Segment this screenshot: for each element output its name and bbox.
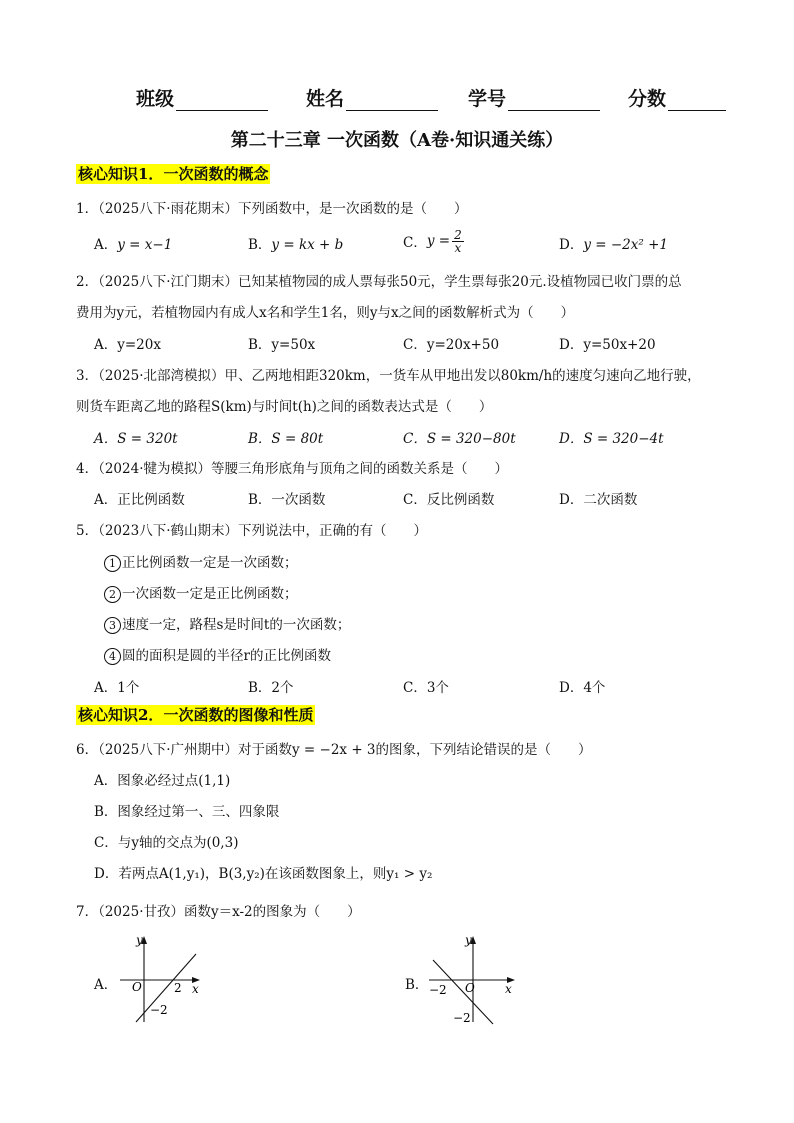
circled-number-1: 1 [104, 555, 121, 572]
q4-option-c[interactable]: C．反比例函数 [403, 492, 495, 508]
q5-option-d[interactable]: D．4个 [559, 680, 606, 696]
q2-option-a[interactable]: A．y=20x [94, 337, 161, 353]
fraction-denominator: x [454, 240, 462, 255]
q2-option-c[interactable]: C．y=20x+50 [403, 337, 500, 353]
q1-option-c[interactable] [403, 224, 466, 258]
q1-option-a[interactable] [94, 233, 172, 253]
section-heading-2: 核心知识2．一次函数的图像和性质 [78, 706, 314, 724]
statement-text: 速度一定，路程s是时间t的一次函数； [122, 617, 351, 633]
page-title: 第二十三章 一次函数（A卷·知识通关练） [230, 130, 564, 151]
question-7-stem: 7．（2025·甘孜）函数y＝x-2的图象为（ ） [76, 904, 361, 920]
q3-option-d[interactable]: D．S = 320−4t [559, 431, 664, 447]
q4-option-b[interactable]: B．一次函数 [248, 492, 326, 508]
q3-option-a[interactable]: A．S = 320t [94, 431, 178, 447]
question-3-line-1: 3．（2025·北部湾模拟）甲、乙两地相距320km，一货车从甲地出发以80km/h的速度匀速向乙地行驶， [76, 368, 701, 384]
q1-c-label: C． [403, 235, 427, 251]
question-2-line-2: 费用为y元，若植物园内有成人x名和学生1名，则y与x之间的函数解析式为（ ） [76, 305, 575, 321]
circled-number-2: 2 [104, 586, 121, 603]
q7-option-b-label[interactable]: B． [405, 977, 429, 993]
class-label: 班级 [136, 88, 175, 110]
q1-option-b[interactable] [248, 233, 343, 253]
q7-option-a-label[interactable]: A． [94, 977, 118, 993]
q6-option-d[interactable]: D．若两点A(1,y₁)，B(3,y₂)在该函数图象上，则y₁ > y₂ [94, 866, 433, 882]
score-blank[interactable] [668, 90, 726, 111]
class-field [136, 84, 268, 111]
id-blank[interactable] [508, 90, 600, 111]
question-2-line-1: 2．（2025八下·江门期末）已知某植物园的成人票每张50元，学生票每张20元.设植物园已收门票的总 [76, 274, 682, 290]
class-blank[interactable] [176, 90, 268, 111]
q1-c-text: y = [426, 233, 451, 249]
score-field [628, 84, 726, 111]
question-1-stem: 1．（2025八下·雨花期末）下列函数中，是一次函数的是（ ） [76, 201, 468, 217]
q5-statement-2 [104, 582, 298, 603]
q5-statement-1 [104, 551, 298, 572]
origin-label: O [132, 980, 142, 994]
q1-a-label: A． [94, 237, 118, 253]
q1-b-text: y = kx + b [271, 237, 344, 253]
x-intercept-label: 2 [174, 981, 182, 995]
q2-option-d[interactable]: D．y=50x+20 [559, 337, 656, 353]
q7-graph-a[interactable] [114, 930, 204, 1026]
question-5-stem: 5．（2023八下·鹤山期末）下列说法中，正确的有（ ） [76, 523, 427, 539]
q1-d-text: y = −2x² +1 [583, 237, 668, 253]
statement-text: 正比例函数一定是一次函数； [122, 555, 298, 571]
name-blank[interactable] [346, 90, 438, 111]
q5-option-c[interactable]: C．3个 [403, 680, 449, 696]
x-axis-label: x [192, 982, 199, 996]
statement-text: 一次函数一定是正比例函数； [122, 586, 298, 602]
section-heading-1: 核心知识1．一次函数的概念 [78, 165, 269, 183]
name-field [306, 84, 438, 111]
q1-option-d[interactable] [559, 233, 668, 253]
q2-option-b[interactable]: B．y=50x [248, 337, 316, 353]
q4-option-a[interactable]: A．正比例函数 [94, 492, 185, 508]
q5-option-a[interactable]: A．1个 [94, 680, 140, 696]
circled-number-3: 3 [104, 617, 121, 634]
q3-option-c[interactable]: C．S = 320−80t [403, 431, 516, 447]
q4-option-d[interactable]: D．二次函数 [559, 492, 638, 508]
y-axis-label: y [136, 933, 143, 947]
q1-b-label: B． [248, 237, 272, 253]
y-intercept-label: −2 [150, 1003, 168, 1017]
q5-option-b[interactable]: B．2个 [248, 680, 294, 696]
name-label: 姓名 [306, 88, 345, 110]
id-label: 学号 [468, 88, 507, 110]
y-axis-label: y [465, 933, 472, 947]
origin-label: O [465, 981, 475, 995]
q1-d-label: D． [559, 237, 584, 253]
student-info-header [136, 84, 726, 111]
q7-graph-b[interactable] [425, 930, 521, 1026]
q5-statement-4 [104, 644, 331, 665]
q3-option-b[interactable]: B．S = 80t [248, 431, 324, 447]
score-label: 分数 [628, 88, 667, 110]
question-3-line-2: 则货车距离乙地的路程S(km)与时间t(h)之间的函数表达式是（ ） [76, 399, 493, 415]
q1-a-text: y = x−1 [117, 237, 173, 253]
y-intercept-label: −2 [453, 1011, 471, 1025]
q6-option-c[interactable]: C．与y轴的交点为(0,3) [94, 835, 239, 851]
statement-text: 圆的面积是圆的半径r的正比例函数 [122, 648, 331, 664]
x-intercept-label: −2 [429, 983, 447, 997]
circled-number-4: 4 [104, 648, 121, 665]
x-axis-label: x [505, 982, 512, 996]
q6-option-b[interactable]: B．图象经过第一、三、四象限 [94, 804, 280, 820]
q1-c-fraction [452, 229, 464, 254]
q5-statement-3 [104, 613, 350, 634]
q6-option-a[interactable]: A．图象必经过点(1,1) [94, 773, 231, 789]
id-field [468, 84, 600, 111]
question-4-stem: 4．（2024·犍为模拟）等腰三角形底角与顶角之间的函数关系是（ ） [76, 461, 508, 477]
fraction-numerator: 2 [454, 227, 462, 242]
question-6-stem: 6．（2025八下·广州期中）对于函数y = −2x + 3的图象，下列结论错误的是（ ） [76, 742, 592, 758]
